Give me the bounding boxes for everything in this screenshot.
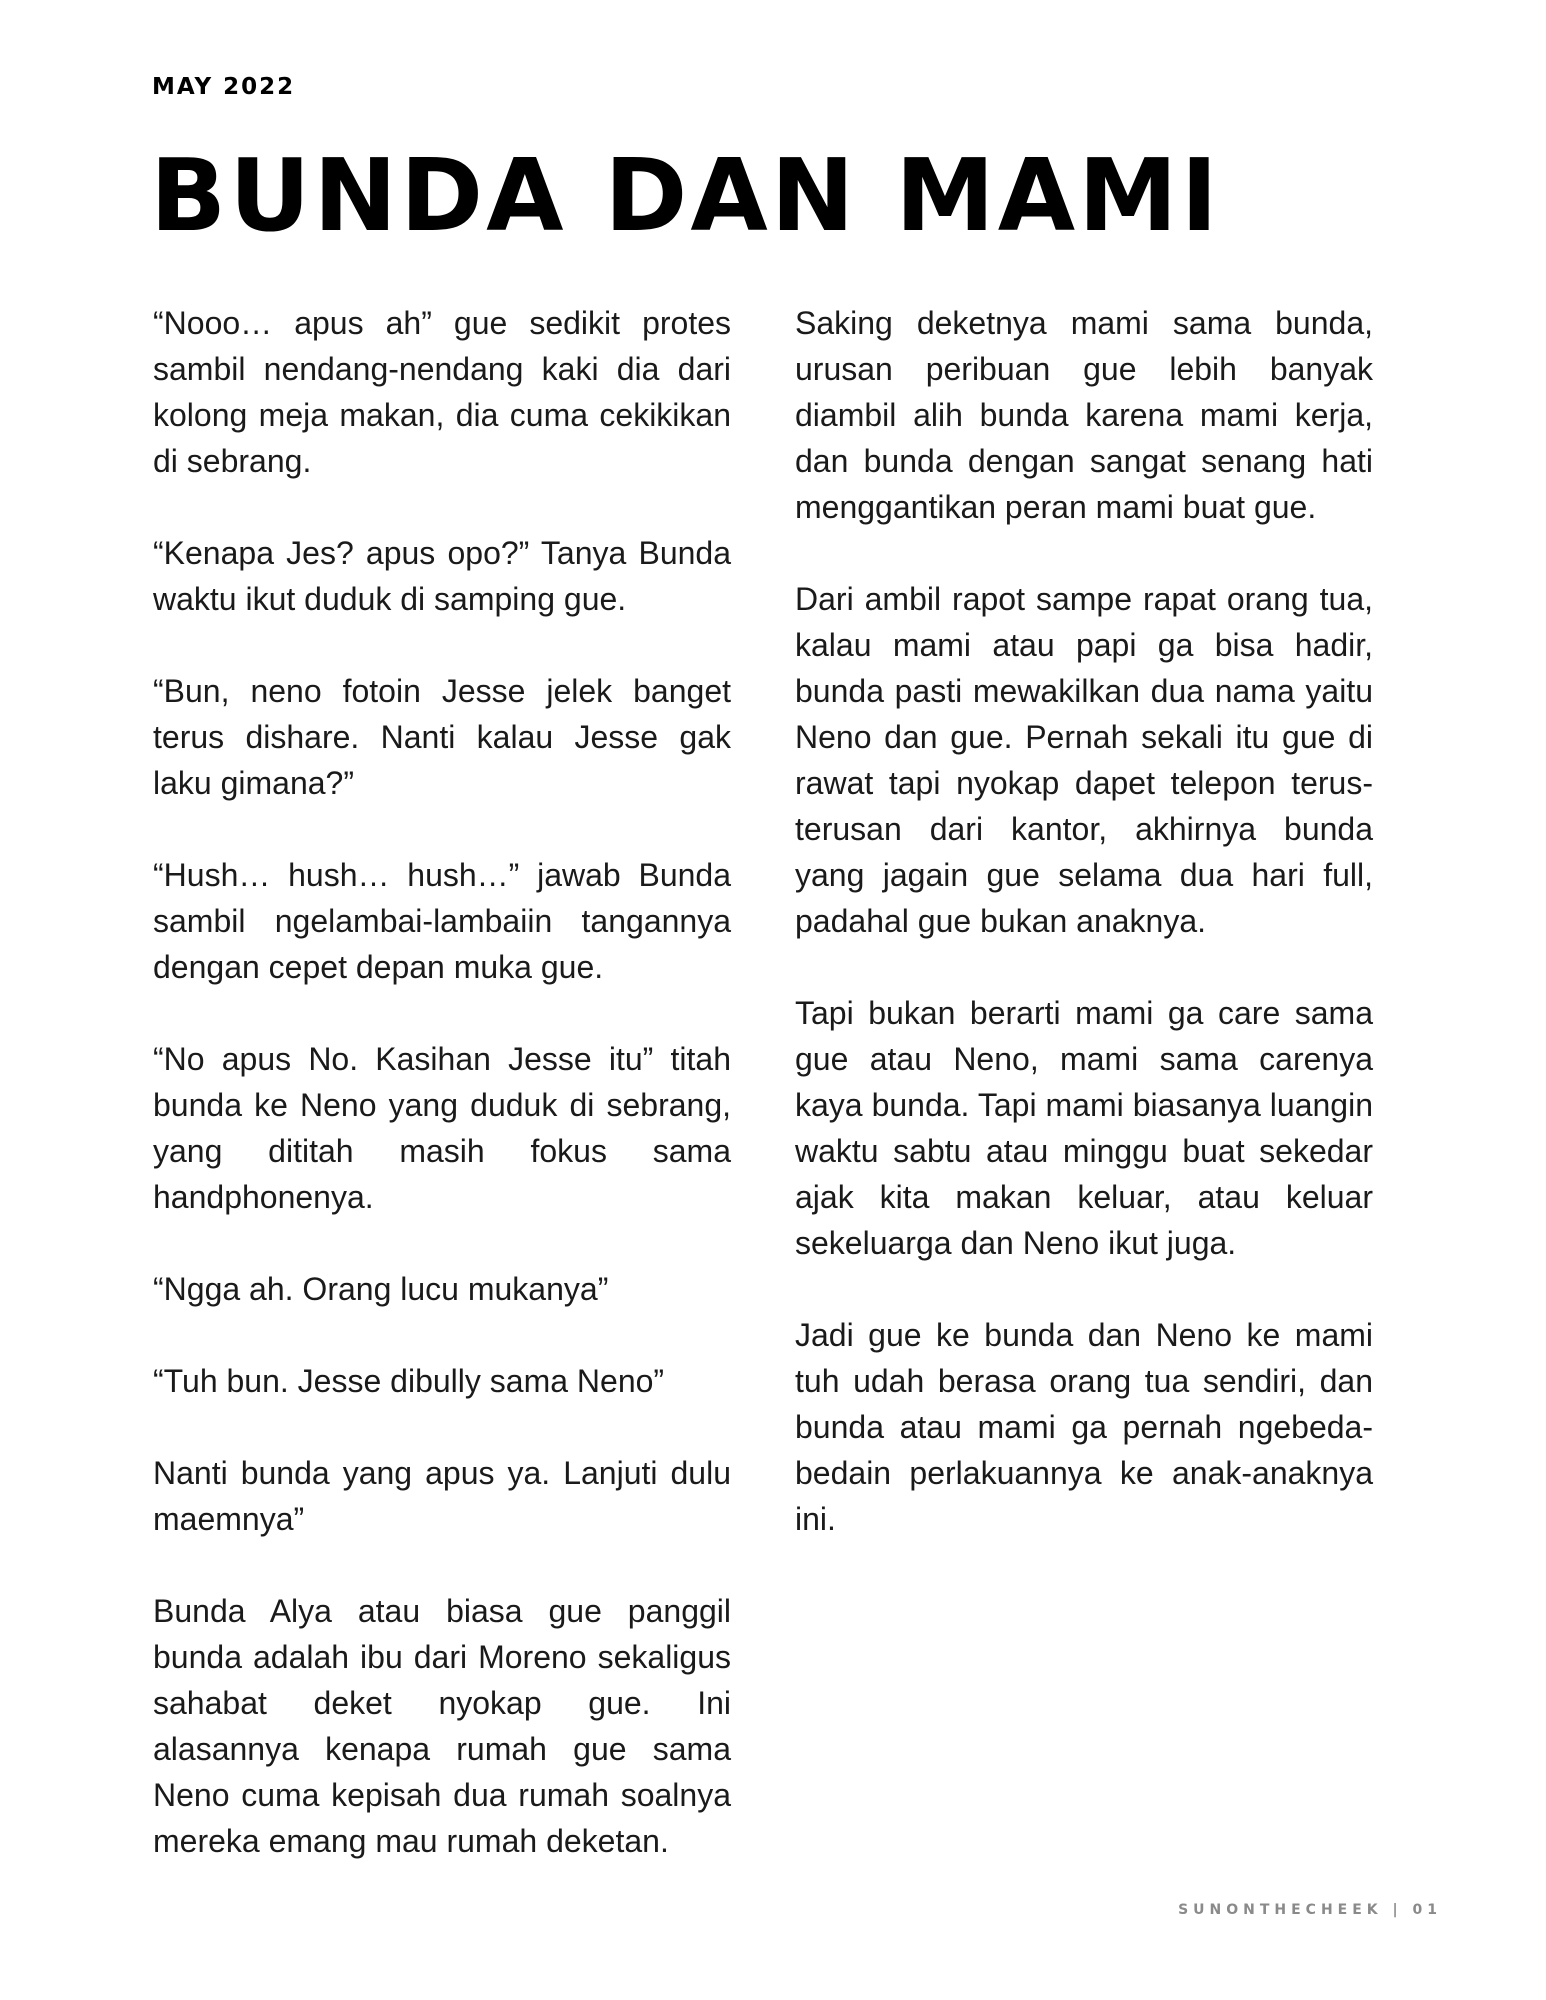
paragraph: Nanti bunda yang apus ya. Lanjuti dulu maemnya” <box>153 1455 731 1537</box>
page-footer: SUNONTHECHEEK | 01 <box>1178 1902 1442 1918</box>
issue-date: MAY 2022 <box>152 74 296 100</box>
paragraph: Saking deketnya mami sama bunda, urusan peribuan gue lebih banyak diambil alih bunda karena mami kerja, dan bunda dengan sangat senang hati menggantikan peran mami buat gue. <box>795 305 1373 525</box>
paragraph: Jadi gue ke bunda dan Neno ke mami tuh udah berasa orang tua sendiri, dan bunda atau mami ga pernah ngebeda-bedain perlakuannya ke anak-anaknya ini. <box>795 1317 1373 1537</box>
paragraph: “Nooo… apus ah” gue sedikit protes sambil nendang-nendang kaki dia dari kolong meja makan, dia cuma cekikikan di sebrang. <box>153 305 731 479</box>
paragraph: “Hush… hush… hush…” jawab Bunda sambil ngelambai-lambaiin tangannya dengan cepet depan muka gue. <box>153 857 731 985</box>
paragraph: Bunda Alya atau biasa gue panggil bunda adalah ibu dari Moreno sekaligus sahabat deket nyokap gue. Ini alasannya kenapa rumah gue sama Neno cuma kepisah dua rumah soalnya mereka emang mau rumah deketan. <box>153 1593 731 1859</box>
paragraph: “Bun, neno fotoin Jesse jelek banget terus dishare. Nanti kalau Jesse gak laku gimana?” <box>153 673 731 801</box>
paragraph: “No apus No. Kasihan Jesse itu” titah bunda ke Neno yang duduk di sebrang, yang dititah masih fokus sama handphonenya. <box>153 1041 731 1215</box>
paragraph: “Kenapa Jes? apus opo?” Tanya Bunda waktu ikut duduk di samping gue. <box>153 535 731 617</box>
paragraph: “Tuh bun. Jesse dibully sama Neno” <box>153 1363 665 1399</box>
paragraph: “Ngga ah. Orang lucu mukanya” <box>153 1271 609 1307</box>
paragraph: Dari ambil rapot sampe rapat orang tua, kalau mami atau papi ga bisa hadir, bunda pasti mewakilkan dua nama yaitu Neno dan gue. Pernah sekali itu gue di rawat tapi nyokap dapet telepon terus-terusan dari kantor, akhirnya bunda yang jagain gue selama dua hari full, padahal gue bukan anaknya. <box>795 581 1373 939</box>
page-title: BUNDA DAN MAMI <box>150 137 1221 254</box>
right-column <box>795 300 1373 1588</box>
left-column <box>153 300 731 1910</box>
paragraph: Tapi bukan berarti mami ga care sama gue atau Neno, mami sama carenya kaya bunda. Tapi mami biasanya luangin waktu sabtu atau minggu buat sekedar ajak kita makan keluar, atau keluar sekeluarga dan Neno ikut juga. <box>795 995 1373 1261</box>
